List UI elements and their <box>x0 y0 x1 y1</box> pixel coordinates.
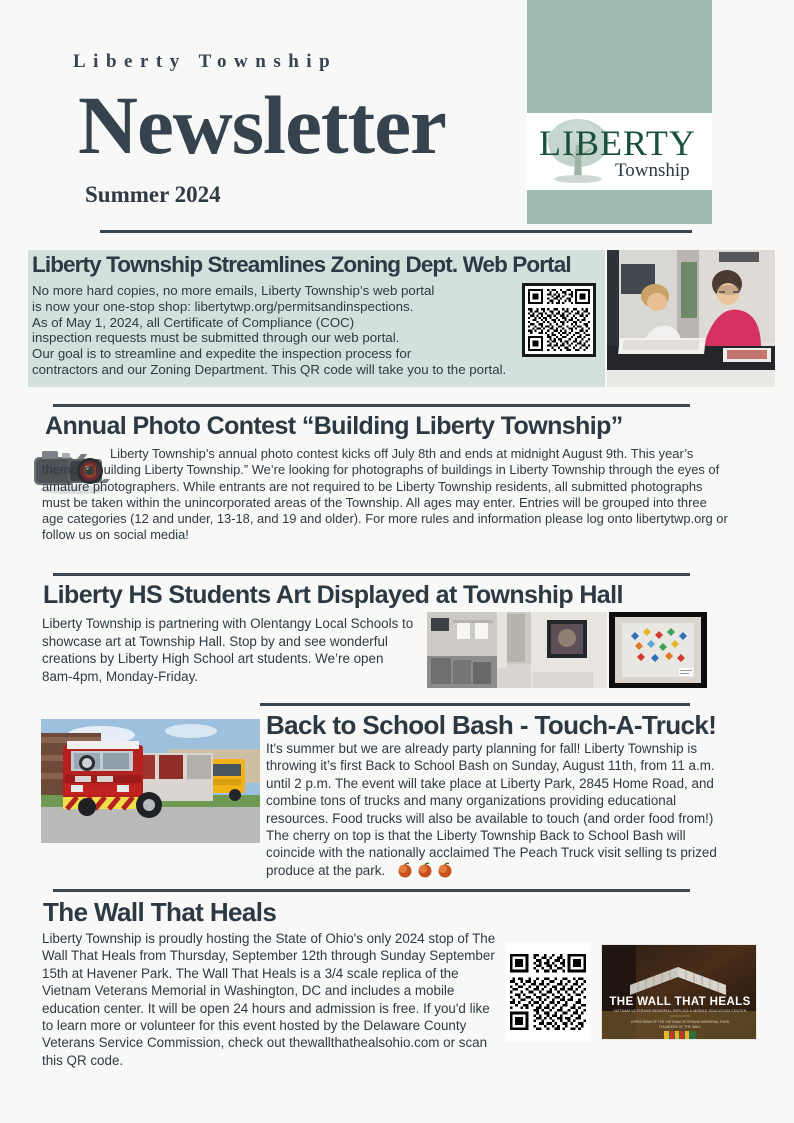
township-hall-room-photo <box>427 612 607 688</box>
logo-plate <box>527 113 712 190</box>
zoning-line: Our goal is to streamline and expedite the inspection process for <box>32 346 412 362</box>
contest-text: Liberty Township’s annual photo contest kicks off July 8th and ends at midnight August 9th. This year’s theme is“Building Liberty Township.” We’re looking for photographs of buildings in Liberty Township through the eyes of amature photographers. While entrants are not required to be Liberty Township residents, all submitted photographs must be taken within the unincorporated areas of the Township. All ages may enter. Entries will be grouped into three age categories (12 and under, 13-18, and 19 and older). For more rules and information please log onto libertytwp.org or follow us on social media! <box>42 446 728 543</box>
article-hs-art-body: Liberty Township is partnering with Olentangy Local Schools to showcase art at Township Hall. Stop by and see wonderful creations by Liberty High School art students. We’re open 8am-4pm, Monday-Friday. <box>42 616 414 684</box>
fire-truck-photo <box>41 719 260 843</box>
zoning-portal-qr-code[interactable] <box>522 283 596 357</box>
fire-truck-illustration <box>41 719 260 843</box>
banner-title: THE WALL THAT HEALS <box>609 996 751 1008</box>
liberty-township-logo <box>527 0 712 224</box>
article-back-to-school-headline: Back to School Bash - Touch-A-Truck! <box>266 710 717 740</box>
article-back-to-school-body <box>266 740 728 882</box>
masthead-divider <box>100 230 692 233</box>
peach-icons <box>397 862 453 882</box>
wall-banner-illustration <box>602 945 757 1040</box>
article-zoning-portal <box>28 250 605 387</box>
article-hs-art-headline: Liberty HS Students Art Displayed at Township Hall <box>43 581 623 609</box>
zoning-line: inspection requests must be submitted through our web portal. <box>32 330 400 346</box>
banner-subtitle: VIETNAM VETERANS MEMORIAL REPLICA & MOBILE EDUCATION CENTER <box>613 1009 747 1013</box>
section-divider <box>53 889 690 892</box>
page-title: Newsletter <box>78 79 446 171</box>
article-zoning-headline: Liberty Township Streamlines Zoning Dept. Web Portal <box>32 252 571 277</box>
office-photo-illustration <box>607 250 775 387</box>
bash-text: It's summer but we are already party planning for fall! Liberty Township is throwing it’s first Back to School Bash on Sunday, August 11th, from 11 a.m. until 2 p.m. The event will take place at Liberty Park, 2845 Home Road, and combine tons of trucks and many organizations providing educational resources. Food trucks will also be available to touch (and order food from!) The cherry on top is that the Liberty Township Back to School Bash will coincide with the nationally acclaimed The Peach Truck visit selling ts prized produce at the park. <box>266 741 717 878</box>
service-ribbon-icon <box>664 1031 696 1039</box>
banner-program-line-2: FOUNDERS OF THE WALL <box>658 1025 702 1029</box>
wall-that-heals-banner <box>601 944 757 1040</box>
masthead-kicker: Liberty Township <box>73 51 338 72</box>
section-divider <box>53 404 690 407</box>
zoning-office-photo <box>607 250 775 387</box>
section-divider <box>53 573 690 576</box>
zoning-line: As of May 1, 2024, all Certificate of Compliance (COC) <box>32 314 355 330</box>
logo-subwordmark: Township <box>615 160 690 181</box>
issue-label: Summer 2024 <box>85 182 221 207</box>
article-photo-contest-headline: Annual Photo Contest “Building Liberty Township” <box>45 412 623 440</box>
zoning-line: No more hard copies, no more emails, Liberty Township’s web portal <box>32 283 435 298</box>
masthead <box>0 0 794 238</box>
article-wall-that-heals-body: Liberty Township is proudly hosting the State of Ohio's only 2024 stop of The Wall That Heals from Thursday, September 12th through Sunday September 15th at Havener Park. The Wall That Heals is a 3/4 scale replica of the Vietnam Veterans Memorial in Washington, DC and includes a mobile education center. It will be open 24 hours and admission is free. If you'd like to learn more or volunteer for this event hosted by the Delaware County Veterans Service Commission, check out thewallthathealsohio.com or scan this QR code. <box>42 931 496 1068</box>
hs-art-photo-group <box>427 612 707 688</box>
logo-wordmark: LIBERTY <box>539 123 696 163</box>
qr-code-icon <box>528 289 590 351</box>
article-photo-contest-body <box>42 446 730 544</box>
qr-code-icon <box>510 947 586 1037</box>
banner-program-line-1: A PROGRAM OF THE VIETNAM VETERANS MEMORIAL FUND <box>630 1020 730 1024</box>
peach-icon <box>397 862 453 878</box>
butterfly-artwork-photo <box>609 612 707 688</box>
wall-that-heals-qr-code[interactable] <box>505 942 591 1042</box>
article-zoning-body <box>32 283 528 378</box>
zoning-line: contractors and our Zoning Department. This QR code will take you to the portal. <box>32 361 507 377</box>
article-wall-that-heals-headline: The Wall That Heals <box>43 897 277 927</box>
zoning-line: is now your one-stop shop: libertytwp.org/permitsandinspections. <box>32 298 414 314</box>
section-divider <box>260 703 690 706</box>
